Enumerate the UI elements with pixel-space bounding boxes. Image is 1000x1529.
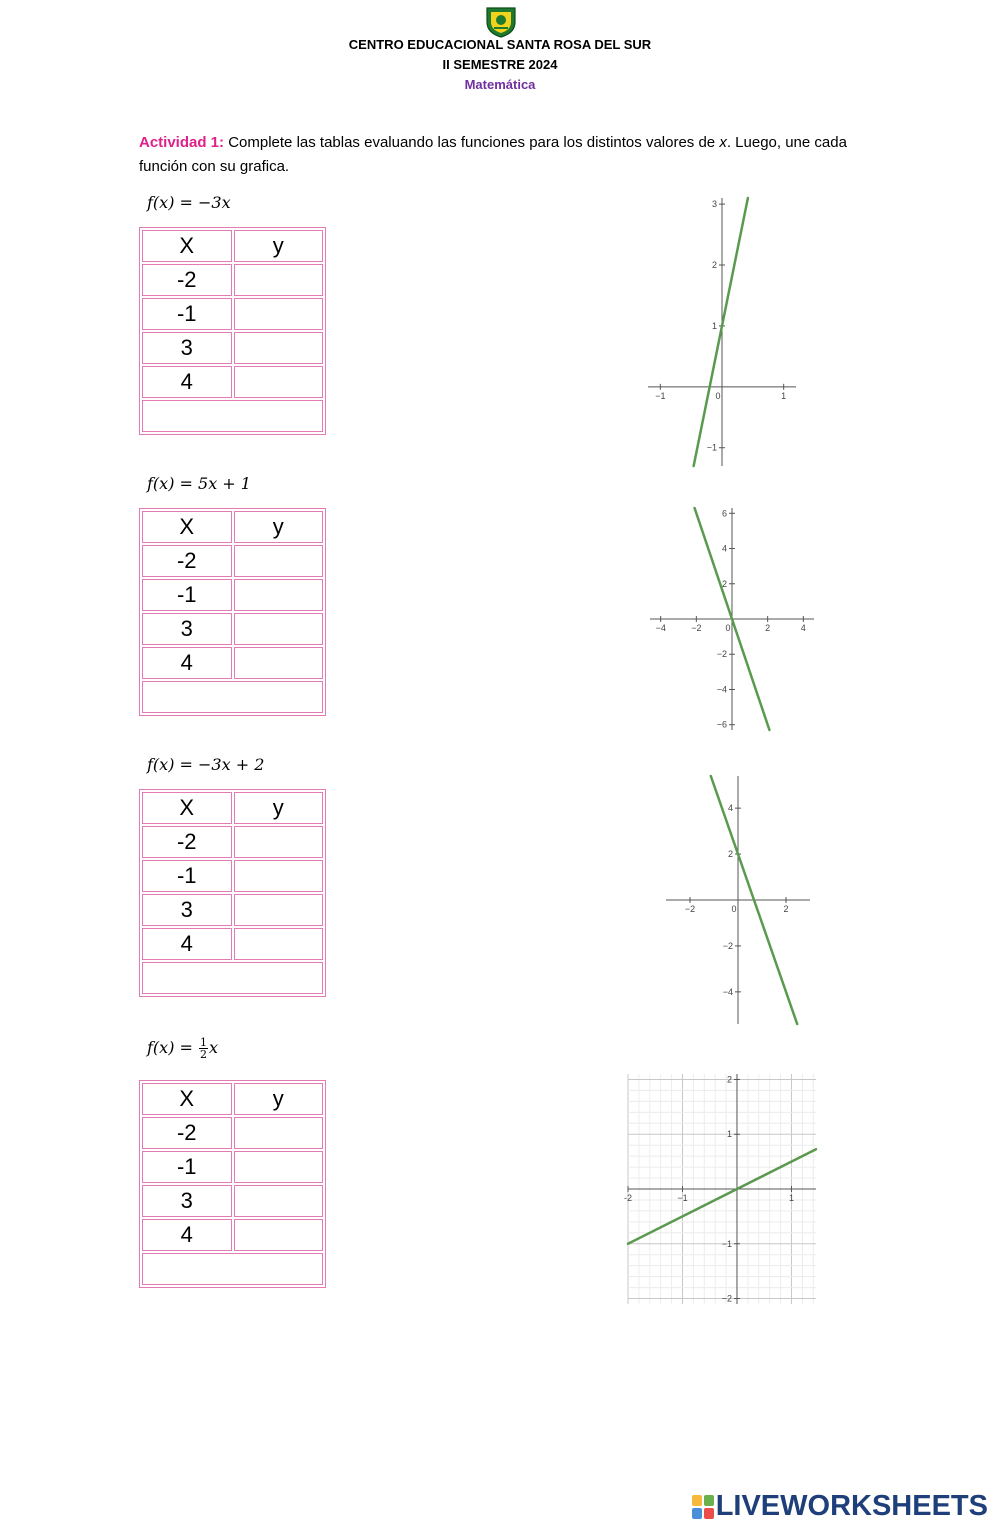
activity-text-before: Complete las tablas evaluando las funciones para los distintos valores de <box>224 134 720 151</box>
graph-1[interactable] <box>648 198 796 466</box>
x-value-cell: -1 <box>142 298 232 330</box>
table-header-x: X <box>142 1083 232 1115</box>
liveworksheets-brand: LIVEWORKSHEETS <box>715 1490 988 1522</box>
function-expression: −3x <box>198 193 231 212</box>
y-tick-label: 1 <box>726 1129 732 1140</box>
function-1-formula <box>147 193 231 212</box>
y-answer-cell[interactable] <box>234 298 323 330</box>
function-prefix: f(x) = <box>147 1038 199 1057</box>
x-value-cell: -2 <box>142 826 232 858</box>
graph-3[interactable] <box>666 776 810 1024</box>
y-answer-cell[interactable] <box>234 579 323 611</box>
x-tick-label: 1 <box>788 1193 794 1203</box>
x-value-cell: 4 <box>142 366 232 398</box>
y-tick-label: 4 <box>721 543 727 554</box>
value-table-1 <box>139 227 326 435</box>
y-tick-label: 2 <box>726 1074 732 1085</box>
y-tick-label: −1 <box>721 1238 732 1249</box>
y-tick-label: −1 <box>706 442 717 453</box>
x-tick-label: 1 <box>781 390 787 401</box>
function-prefix: f(x) = <box>147 474 199 493</box>
x-value-cell: -2 <box>142 264 232 296</box>
x-tick-label: −2 <box>691 623 702 633</box>
function-expression: 5x + 1 <box>198 474 251 493</box>
x-tick-label: −4 <box>655 623 666 633</box>
y-answer-cell[interactable] <box>234 1151 323 1183</box>
graph-2[interactable] <box>650 508 814 730</box>
x-tick-label: −2 <box>684 904 696 914</box>
y-tick-label: −2 <box>721 1293 732 1304</box>
table-header-x: X <box>142 230 232 262</box>
y-tick-label: 6 <box>721 508 727 519</box>
table-header-y: y <box>234 792 323 824</box>
x-tick-label: -2 <box>623 1193 633 1203</box>
x-tick-label: −1 <box>655 390 666 401</box>
y-answer-cell[interactable] <box>234 545 323 577</box>
y-answer-cell[interactable] <box>234 613 323 645</box>
x-value-cell: -1 <box>142 860 232 892</box>
table-header-y: y <box>234 1083 323 1115</box>
y-answer-cell[interactable] <box>234 332 323 364</box>
school-name: CENTRO EDUCACIONAL SANTA ROSA DEL SUR <box>348 37 652 52</box>
x-value-cell: 3 <box>142 613 232 645</box>
function-expression: −3x + 2 <box>198 755 265 774</box>
y-answer-cell[interactable] <box>234 366 323 398</box>
function-2-formula <box>147 474 251 493</box>
x-tick-label: 0 <box>715 390 721 401</box>
semester-label: II SEMESTRE 2024 <box>442 57 558 72</box>
y-tick-label: −2 <box>722 940 733 951</box>
activity-text-after: . Luego, une cada función con su grafica. <box>139 134 847 175</box>
fraction <box>199 1037 208 1060</box>
x-value-cell: 3 <box>142 894 232 926</box>
y-tick-label: 2 <box>727 849 733 860</box>
activity-variable: x <box>719 134 727 151</box>
x-value-cell: -1 <box>142 1151 232 1183</box>
x-value-cell: 3 <box>142 1185 232 1217</box>
table-header-x: X <box>142 792 232 824</box>
y-tick-label: 4 <box>727 803 733 814</box>
y-answer-cell[interactable] <box>234 1185 323 1217</box>
y-answer-cell[interactable] <box>234 826 323 858</box>
value-table-2 <box>139 508 326 716</box>
table-header-y: y <box>234 230 323 262</box>
y-tick-label: 2 <box>721 578 727 589</box>
x-tick-label: 2 <box>783 904 789 914</box>
y-tick-label: 2 <box>711 260 717 270</box>
table-header-x: X <box>142 511 232 543</box>
subject-label: Matemática <box>464 77 536 92</box>
y-answer-cell[interactable] <box>234 894 323 926</box>
y-answer-cell[interactable] <box>234 1117 323 1149</box>
fraction-denominator: 2 <box>200 1048 208 1061</box>
y-tick-label: −4 <box>722 986 733 997</box>
fraction-numerator: 1 <box>200 1036 208 1049</box>
y-tick-label: 3 <box>711 199 717 210</box>
match-answer-cell[interactable] <box>142 962 323 994</box>
y-answer-cell[interactable] <box>234 647 323 679</box>
x-tick-label: 0 <box>725 623 731 633</box>
function-prefix: f(x) = <box>147 193 199 212</box>
y-tick-label: −6 <box>716 719 727 730</box>
activity-label: Actividad 1: <box>139 134 225 151</box>
function-line <box>694 198 748 466</box>
value-table-3 <box>139 789 326 997</box>
x-tick-label: −1 <box>677 1193 688 1203</box>
function-expression: x <box>209 1038 219 1057</box>
value-table-4 <box>139 1080 326 1288</box>
y-answer-cell[interactable] <box>234 264 323 296</box>
match-answer-cell[interactable] <box>142 681 323 713</box>
x-value-cell: 4 <box>142 928 232 960</box>
liveworksheets-logo-icon <box>692 1495 714 1519</box>
y-answer-cell[interactable] <box>234 860 323 892</box>
y-answer-cell[interactable] <box>234 1219 323 1251</box>
function-prefix: f(x) = <box>147 755 199 774</box>
x-value-cell: 3 <box>142 332 232 364</box>
x-value-cell: 4 <box>142 1219 232 1251</box>
x-value-cell: -2 <box>142 545 232 577</box>
y-tick-label: 1 <box>711 320 717 331</box>
activity-instructions <box>139 131 859 179</box>
function-4-formula <box>147 1037 218 1060</box>
school-crest-icon <box>484 6 518 38</box>
match-answer-cell[interactable] <box>142 1253 323 1285</box>
x-value-cell: 4 <box>142 647 232 679</box>
y-tick-label: −2 <box>716 649 727 660</box>
x-tick-label: 4 <box>800 623 806 633</box>
y-answer-cell[interactable] <box>234 928 323 960</box>
y-tick-label: −4 <box>716 684 727 695</box>
x-value-cell: -2 <box>142 1117 232 1149</box>
table-header-y: y <box>234 511 323 543</box>
match-answer-cell[interactable] <box>142 400 323 432</box>
x-tick-label: 2 <box>765 623 771 633</box>
x-value-cell: -1 <box>142 579 232 611</box>
graph-4[interactable] <box>623 1074 816 1304</box>
x-tick-label: 0 <box>731 904 737 914</box>
function-3-formula <box>147 755 264 774</box>
function-line <box>628 1149 816 1243</box>
